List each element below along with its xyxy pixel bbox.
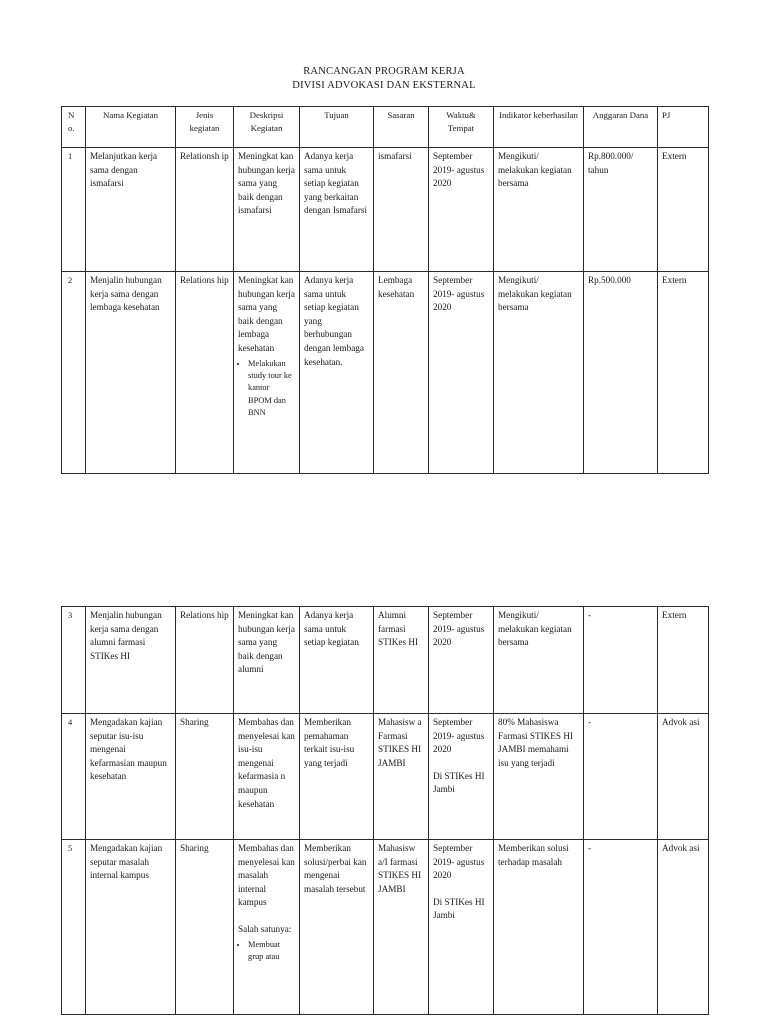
cell-sasaran: Alumni farmasi STIKes HI [374, 607, 429, 714]
deskripsi-bullet-list [238, 939, 295, 964]
cell-jenis: Relations hip [176, 607, 234, 714]
cell-jenis: Sharing [176, 840, 234, 1015]
waktu-text: September 2019- agustus 2020 [433, 717, 485, 755]
cell-sasaran: Mahasisw a Farmasi STIKES HI JAMBI [374, 714, 429, 840]
row-no: 4 [62, 714, 86, 840]
document-subtitle: DIVISI ADVOKASI DAN EKSTERNAL [292, 80, 476, 91]
cell-anggaran: - [584, 714, 658, 840]
row-no: 3 [62, 607, 86, 714]
cell-anggaran: Rp.500.000 [584, 272, 658, 474]
cell-pj: Advok asi [658, 840, 709, 1015]
cell-nama: Melanjutkan kerja sama dengan ismafarsi [86, 148, 176, 272]
cell-waktu: September 2019- agustus 2020 [429, 148, 494, 272]
cell-indikator: 80% Mahasiswa Farmasi STIKES HI JAMBI memahami isu yang terjadi [494, 714, 584, 840]
table-row [62, 840, 709, 1015]
cell-waktu [429, 714, 494, 840]
cell-tujuan: Adanya kerja sama untuk setiap kegiatan yang berhubungan dengan lembaga kesehatan. [300, 272, 374, 474]
header-jenis-kegiatan: Jenis kegiatan [176, 107, 234, 148]
cell-deskripsi: Meningkat kan hubungan kerja sama yang baik dengan alumni [234, 607, 300, 714]
cell-anggaran: Rp.800.000/ tahun [584, 148, 658, 272]
cell-tujuan: Adanya kerja sama untuk setiap kegiatan yang berkaitan dengan Ismafarsi [300, 148, 374, 272]
cell-deskripsi: Membahas dan menyelesai kan isu-isu mengenai kefarmasia n maupun kesehatan [234, 714, 300, 840]
table-row [62, 714, 709, 840]
tempat-text: Di STIKes HI Jambi [433, 770, 485, 795]
cell-nama: Menjalin hubungan kerja sama dengan alumni farmasi STIKes HI [86, 607, 176, 714]
cell-pj: Extern [658, 148, 709, 272]
cell-sasaran: ismafarsi [374, 148, 429, 272]
cell-jenis: Sharing [176, 714, 234, 840]
cell-nama: Mengadakan kajian seputar isu-isu mengenai kefarmasian maupun kesehatan [86, 714, 176, 840]
header-indikator: Indikator keberhasilan [494, 107, 584, 148]
table-row [62, 272, 709, 474]
cell-pj: Advok asi [658, 714, 709, 840]
deskripsi-text: Membahas dan menyelesai kan masalah internal kampus [238, 843, 295, 908]
cell-tujuan: Memberikan pemahaman terkait isu-isu yang terjadi [300, 714, 374, 840]
header-pj: PJ [658, 107, 709, 148]
deskripsi-extra: Salah satunya: [238, 923, 292, 934]
cell-pj: Extern [658, 607, 709, 714]
cell-deskripsi: Meningkat kan hubungan kerja sama yang baik dengan ismafarsi [234, 148, 300, 272]
waktu-text: September 2019- agustus 2020 [433, 843, 485, 881]
cell-jenis: Relationsh ip [176, 148, 234, 272]
row-no: 2 [62, 272, 86, 474]
table-header-row [62, 107, 709, 148]
cell-indikator: Mengikuti/ melakukan kegiatan bersama [494, 607, 584, 714]
deskripsi-bullet-list [238, 358, 295, 420]
deskripsi-bullet: • Membuat grup atau [248, 939, 295, 964]
cell-waktu [429, 840, 494, 1015]
program-table-part1 [61, 106, 709, 474]
row-no: 5 [62, 840, 86, 1015]
cell-sasaran: Lembaga kesehatan [374, 272, 429, 474]
cell-waktu: September 2019- agustus 2020 [429, 272, 494, 474]
cell-tujuan: Memberikan solusi/perbai kan mengenai masalah tersebut [300, 840, 374, 1015]
cell-indikator: Mengikuti/ melakukan kegiatan bersama [494, 148, 584, 272]
cell-pj: Extern [658, 272, 709, 474]
header-sasaran: Sasaran [374, 107, 429, 148]
document-title: RANCANGAN PROGRAM KERJA [303, 66, 465, 77]
cell-sasaran: Mahasisw a/I farmasi STIKES HI JAMBI [374, 840, 429, 1015]
header-nama-kegiatan: Nama Kegiatan [86, 107, 176, 148]
cell-waktu: September 2019- agustus 2020 [429, 607, 494, 714]
table-row [62, 607, 709, 714]
cell-anggaran: - [584, 607, 658, 714]
cell-nama: Menjalin hubungan kerja sama dengan lembaga kesehatan [86, 272, 176, 474]
cell-indikator: Mengikuti/ melakukan kegiatan bersama [494, 272, 584, 474]
cell-jenis: Relations hip [176, 272, 234, 474]
header-anggaran: Anggaran Dana [584, 107, 658, 148]
cell-nama: Mengadakan kajian seputar masalah internal kampus [86, 840, 176, 1015]
cell-tujuan: Adanya kerja sama untuk setiap kegiatan [300, 607, 374, 714]
header-no: N o. [62, 107, 86, 148]
cell-anggaran: - [584, 840, 658, 1015]
header-deskripsi: Deskripsi Kegiatan [234, 107, 300, 148]
deskripsi-bullet: • Melakukan study tour ke kantor BPOM dan BNN [248, 358, 295, 420]
table-row [62, 148, 709, 272]
header-tujuan: Tujuan [300, 107, 374, 148]
cell-indikator: Memberikan solusi terhadap masalah [494, 840, 584, 1015]
cell-deskripsi [234, 272, 300, 474]
tempat-text: Di STIKes HI Jambi [433, 896, 485, 921]
program-table-part2 [61, 606, 709, 1015]
cell-deskripsi [234, 840, 300, 1015]
header-waktu-tempat: Waktu& Tempat [429, 107, 494, 148]
row-no: 1 [62, 148, 86, 272]
deskripsi-text: Meningkat kan hubungan kerja sama yang baik dengan lembaga kesehatan [238, 275, 295, 353]
